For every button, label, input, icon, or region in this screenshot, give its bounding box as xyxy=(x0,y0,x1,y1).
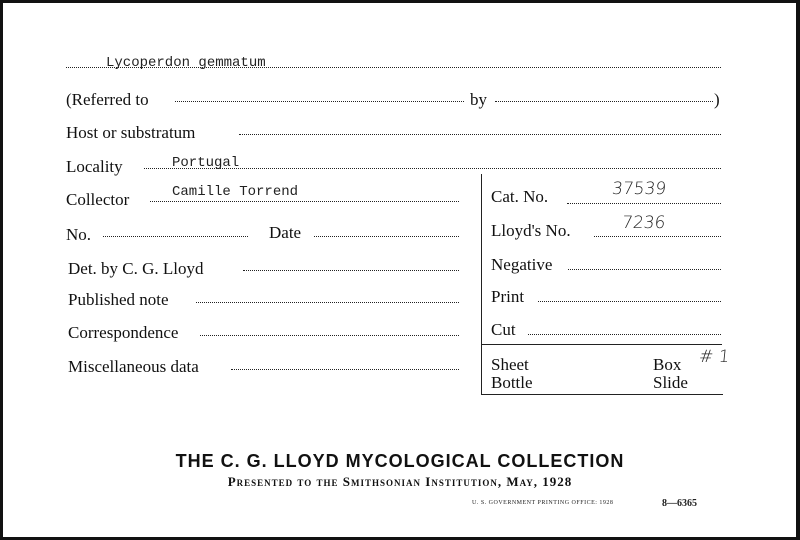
locality-label: Locality xyxy=(66,157,123,176)
specimen-name: Lycoperdon gemmatum xyxy=(106,55,266,71)
sheet-label: Sheet xyxy=(491,355,529,374)
host-line xyxy=(239,134,721,135)
host-label: Host or substratum xyxy=(66,123,196,142)
no-line xyxy=(103,236,248,237)
cut-label: Cut xyxy=(491,320,516,339)
bottle-label: Bottle xyxy=(491,373,533,392)
misc-label: Miscellaneous data xyxy=(68,357,199,376)
by-label: by xyxy=(470,90,487,109)
slide-label: Slide xyxy=(653,373,688,392)
lloyd-no-line xyxy=(594,236,721,237)
locality-value: Portugal xyxy=(172,155,240,171)
negative-line xyxy=(568,269,721,270)
collector-value: Camille Torrend xyxy=(172,184,299,200)
lloyd-no-value: 7236 xyxy=(621,213,667,233)
card-edge-top xyxy=(0,0,800,3)
cat-no-line xyxy=(567,203,721,204)
box-label: Box xyxy=(653,355,682,374)
close-paren: ) xyxy=(714,90,720,109)
correspondence-line xyxy=(200,335,459,336)
cat-no-label: Cat. No. xyxy=(491,187,549,206)
referred-to-label: (Referred to xyxy=(66,90,149,109)
by-line xyxy=(495,101,713,102)
no-label: No. xyxy=(66,225,92,244)
cut-line xyxy=(528,334,721,335)
cat-no-value: 37539 xyxy=(611,179,668,199)
correspondence-label: Correspondence xyxy=(68,323,179,342)
collection-subtitle: Presented to the Smithsonian Institution, May, 1928 xyxy=(227,474,573,489)
referred-to-line xyxy=(175,101,464,102)
box-value: # 1 xyxy=(698,347,731,367)
print-line xyxy=(538,301,721,302)
det-label: Det. by C. G. Lloyd xyxy=(68,259,204,278)
form-number: 8—6365 xyxy=(662,498,697,509)
collector-line xyxy=(150,201,459,202)
negative-label: Negative xyxy=(491,255,553,274)
box-separator xyxy=(482,344,722,345)
print-label: Print xyxy=(491,287,525,306)
lloyd-no-label: Lloyd's No. xyxy=(491,221,571,240)
published-line xyxy=(196,302,459,303)
collection-title: THE C. G. LLOYD MYCOLOGICAL COLLECTION xyxy=(175,451,625,471)
collector-label: Collector xyxy=(66,190,130,209)
date-label: Date xyxy=(269,223,302,242)
misc-line xyxy=(231,369,459,370)
printing-office-note: U. S. GOVERNMENT PRINTING OFFICE: 1928 xyxy=(472,500,614,506)
det-line xyxy=(243,270,459,271)
published-label: Published note xyxy=(68,290,169,309)
date-line xyxy=(314,236,459,237)
